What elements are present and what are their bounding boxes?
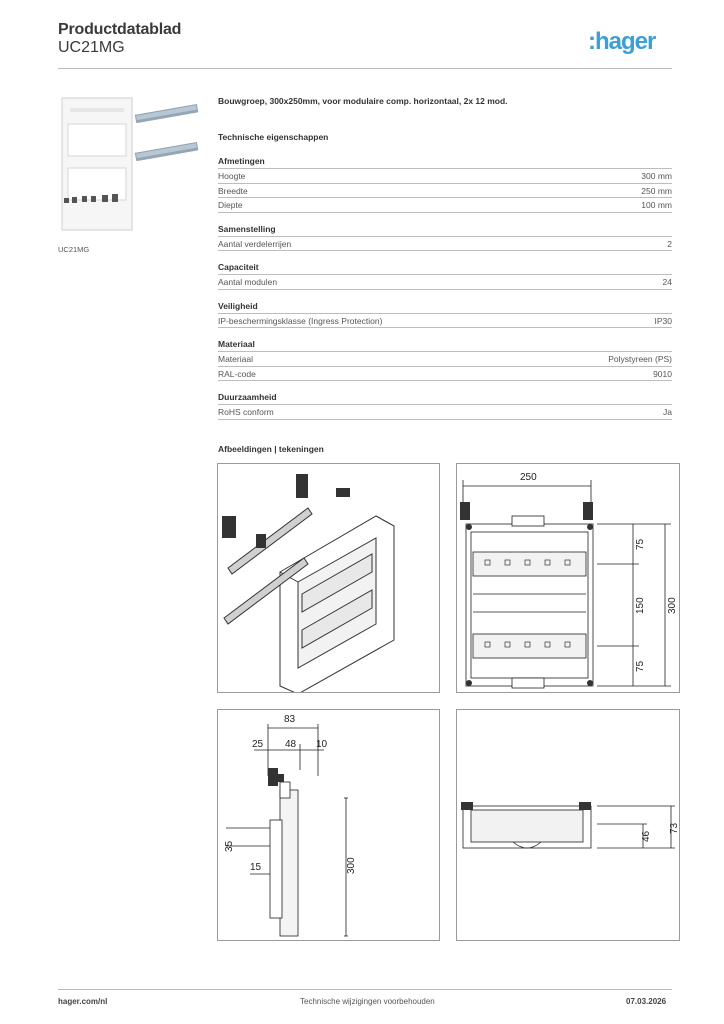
spec-group-capacity [218,262,672,290]
spec-group-title: Samenstelling [218,224,672,237]
footer-website[interactable]: hager.com/nl [58,997,108,1006]
header-divider [58,68,672,69]
spec-label: IP-beschermingsklasse (Ingress Protection) [218,315,383,326]
footer-divider [58,989,672,990]
spec-group-composition [218,224,672,252]
spec-row [218,367,672,382]
dim-width: 250 [520,472,537,483]
spec-row [218,405,672,420]
spec-column [218,96,672,431]
dim-d: 35 [224,840,235,852]
spec-label: Materiaal [218,354,253,364]
spec-value: 2 [667,238,672,249]
footer-date: 07.03.2026 [626,997,667,1006]
spec-row [218,198,672,213]
dim-side-height: 300 [346,857,357,874]
drawing-top [456,709,680,941]
spec-row [218,352,672,367]
dim-middle: 150 [635,597,646,614]
spec-row [218,314,672,329]
dim-bottom: 75 [635,660,646,672]
dim-b: 48 [285,739,297,750]
spec-value: 250 mm [641,185,672,196]
spec-row [218,237,672,252]
drawing-side [217,709,440,941]
spec-value: 300 mm [641,171,672,181]
spec-group-title: Duurzaamheid [218,392,672,405]
spec-value: Ja [663,407,672,417]
specs-heading: Technische eigenschappen [218,132,329,142]
dim-height: 300 [667,597,678,614]
spec-label: RAL-code [218,368,256,379]
dim-top: 75 [635,538,646,550]
spec-group-title: Veiligheid [218,301,672,314]
page-title: Productdatablad [58,21,182,38]
dim-a: 25 [252,739,264,750]
spec-row [218,184,672,199]
product-code: UC21MG [58,39,125,56]
dim-top-b: 73 [669,822,680,834]
dim-c: 10 [316,739,328,750]
dim-e: 15 [250,862,262,873]
drawing-isometric [217,463,440,693]
drawing-front [456,463,680,693]
images-heading: Afbeeldingen | tekeningen [218,444,324,454]
spec-value: Polystyreen (PS) [608,354,672,364]
spec-group-safety [218,301,672,329]
spec-label: Diepte [218,200,243,210]
spec-group-dimensions [218,156,672,213]
spec-value: IP30 [654,315,672,326]
footer-notice: Technische wijzigingen voorbehouden [300,997,435,1006]
spec-row [218,275,672,290]
spec-group-title: Afmetingen [218,156,672,169]
spec-label: Aantal modulen [218,277,278,287]
spec-group-sustainability [218,392,672,420]
spec-label: Aantal verdelerrijen [218,238,292,249]
spec-value: 24 [662,277,672,287]
product-description: Bouwgroep, 300x250mm, voor modulaire comp. horizontaal, 2x 12 mod. [218,96,508,106]
spec-label: Hoogte [218,171,246,181]
spec-label: Breedte [218,185,248,196]
spec-row [218,169,672,184]
spec-group-material [218,339,672,381]
spec-label: RoHS conform [218,407,274,417]
product-image [58,96,200,238]
spec-value: 100 mm [641,200,672,210]
spec-value: 9010 [653,368,672,379]
spec-group-title: Capaciteit [218,262,672,275]
dim-depth: 83 [284,714,296,725]
product-caption: UC21MG [58,245,90,254]
dim-top-a: 46 [641,830,652,842]
spec-group-title: Materiaal [218,339,672,352]
hager-logo: :hager [588,28,656,55]
